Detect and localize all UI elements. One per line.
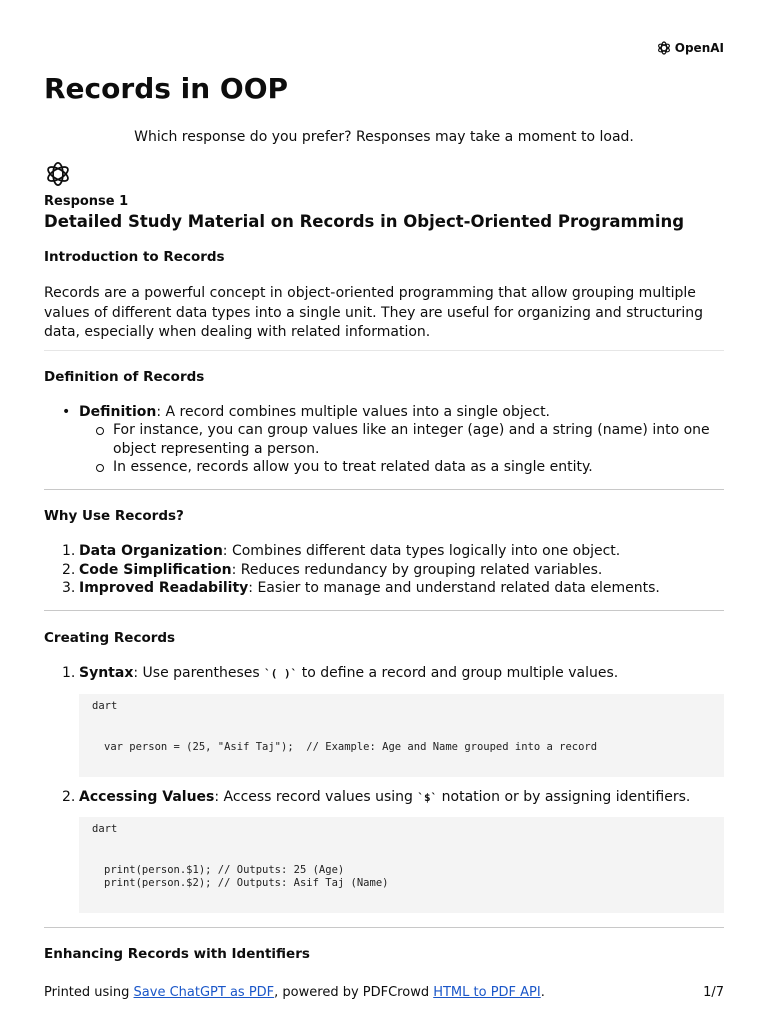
creating-step-2 (44, 788, 724, 808)
item-text: to define a record and group multiple values. (297, 665, 619, 681)
sub-item-text: For instance, you can group values like an integer (age) and a string (name) into one object representing a person. (113, 422, 710, 457)
item-term: Syntax (79, 665, 134, 681)
intro-heading: Introduction to Records (44, 249, 225, 265)
brand-name: OpenAI (674, 41, 724, 55)
item-text: : Easier to manage and understand related data elements. (248, 580, 660, 596)
response-title: Detailed Study Material on Records in Object-Oriented Programming (44, 212, 685, 231)
list-item (44, 561, 724, 580)
why-heading: Why Use Records? (44, 508, 184, 524)
creating-heading: Creating Records (44, 630, 176, 646)
chatgpt-logo-icon (44, 160, 72, 188)
inline-code: `$` (417, 791, 438, 804)
circle-bullet (96, 427, 104, 435)
divider (44, 489, 724, 490)
sub-item-text: In essence, records allow you to treat related data as a single entity. (113, 459, 593, 475)
definition-list (44, 403, 724, 422)
list-item (44, 421, 724, 458)
code-language-label: dart (92, 823, 118, 835)
circle-bullet (96, 464, 104, 472)
code-content: print(person.$1); // Outputs: 25 (Age) print(person.$2); // Outputs: Asif Taj (Name) (104, 864, 389, 889)
list-item (44, 788, 724, 808)
item-number: 1. (62, 543, 76, 559)
response-label: Response 1 (44, 194, 129, 209)
print-footer (44, 985, 545, 1000)
footer-text: Printed using (44, 985, 134, 1000)
divider (44, 610, 724, 611)
inline-code: `( )` (264, 667, 298, 680)
definition-sublist (44, 421, 724, 477)
item-text: : Access record values using (214, 789, 418, 805)
item-text: : Use parentheses (133, 665, 265, 681)
divider (44, 350, 724, 351)
page-number: 1/7 (703, 985, 724, 1000)
why-list (44, 542, 724, 598)
list-item (44, 579, 724, 598)
list-item (44, 542, 724, 561)
list-item (44, 403, 724, 422)
list-item (44, 458, 724, 477)
intro-paragraph: Records are a powerful concept in object-oriented programming that allow grouping multiple values of different data types into a single unit. They are useful for organizing and structuring data, especially when dealing with related information. (44, 285, 703, 340)
item-number: 1. (62, 665, 76, 681)
item-text: notation or by assigning identifiers. (437, 789, 691, 805)
divider (44, 927, 724, 928)
item-term: Data Organization (79, 543, 223, 559)
footer-text: . (540, 985, 545, 1000)
item-number: 3. (62, 580, 76, 596)
definition-text: : A record combines multiple values into a single object. (156, 404, 551, 420)
footer-text: , powered by PDFCrowd (274, 985, 434, 1000)
openai-logo-icon (656, 40, 672, 56)
code-content: var person = (25, "Asif Taj"); // Example: Age and Name grouped into a record (104, 741, 598, 753)
page-title: Records in OOP (44, 72, 289, 105)
item-term: Code Simplification (79, 561, 232, 578)
item-number: 2. (62, 561, 76, 578)
code-language-label: dart (92, 700, 118, 712)
item-term: Accessing Values (79, 789, 215, 805)
code-block[interactable] (79, 694, 724, 777)
bullet: • (62, 404, 71, 420)
code-block[interactable] (79, 817, 724, 913)
item-text: : Reduces redundancy by grouping related variables. (231, 561, 603, 578)
item-term: Improved Readability (79, 580, 249, 596)
definition-heading: Definition of Records (44, 369, 205, 385)
openai-brand (656, 40, 724, 56)
save-chatgpt-pdf-link[interactable]: Save ChatGPT as PDF (133, 985, 275, 1000)
creating-step-1 (44, 664, 724, 684)
list-item (44, 664, 724, 684)
html-to-pdf-api-link[interactable]: HTML to PDF API (433, 985, 541, 1000)
prompt-text: Which response do you prefer? Responses may take a moment to load. (134, 129, 634, 145)
definition-term: Definition (79, 404, 157, 420)
item-text: : Combines different data types logically into one object. (222, 543, 621, 559)
item-number: 2. (62, 789, 76, 805)
enhancing-heading: Enhancing Records with Identifiers (44, 946, 310, 962)
